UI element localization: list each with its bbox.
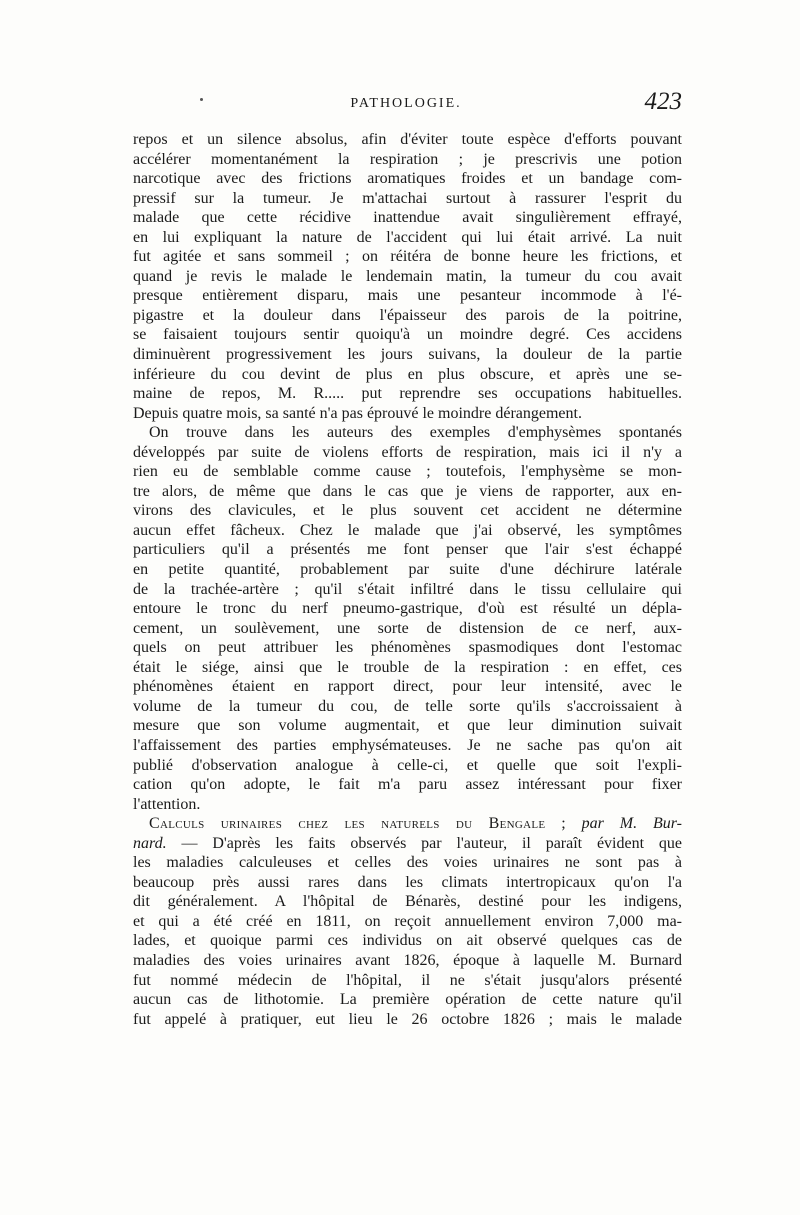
text-line: l'attention. [133,795,201,813]
text-line: diminuèrent progressivement les jours suivans, la douleur de la partie [133,346,682,364]
text-line: malade que cette récidive inattendue avait singulièrement effrayé, [133,209,682,227]
text-line: narcotique avec des frictions aromatiques froides et un bandage com- [133,170,682,188]
text-line: en petite quantité, probablement par suite d'une déchirure latérale [133,561,682,579]
text-line: phénomènes étaient en rapport direct, pour leur intensité, avec le [133,678,682,696]
text-line: fut appelé à pratiquer, eut lieu le 26 octobre 1826 ; mais le malade [133,1010,682,1028]
text-line: fut agitée et sans sommeil ; on réitéra de bonne heure les frictions, et [133,248,682,266]
text-line: lades, et quoique parmi ces individus on ait observé quelques cas de [133,932,682,950]
section-first-line [133,834,682,854]
text-line: tre alors, de même que dans le cas que je viens de rapporter, aux en- [133,482,682,500]
text-line: quels on peut attribuer les phénomènes spasmodiques dont l'estomac [133,639,682,657]
text-line: maladies des voies urinaires avant 1826, époque à laquelle M. Burnard [133,951,682,969]
text-line: et qui a été créé en 1811, on reçoit annuellement environ 7,000 ma- [133,912,682,930]
text-line: repos et un silence absolus, afin d'éviter toute espèce d'efforts pouvant [133,131,682,148]
text-line: volume de la tumeur du cou, de telle sorte qu'ils s'accroissaient à [133,697,682,715]
section-heading-line [133,814,682,834]
section-first-text: — D'après les faits observés par l'auteur, il paraît évident que [166,834,682,852]
text-line: dit généralement. A l'hôpital de Bénarès, destiné pour les indigens, [133,893,682,911]
text-line: cement, un soulèvement, une sorte de distension de ce nerf, aux- [133,619,682,637]
byline-author: par M. Bur- [581,815,682,833]
text-line: cation qu'on adopte, le fait m'a paru assez intéressant pour fixer [133,776,682,794]
text-line: accélérer momentanément la respiration ; je prescrivis une potion [133,150,682,168]
text-line: presque entièrement disparu, mais une pesanteur incommode à l'é- [133,287,682,305]
text-line: aucun effet fâcheux. Chez le malade que j'ai observé, les symptômes [133,521,682,539]
text-line: entoure le tronc du nerf pneumo-gastrique, d'où est résulté un dépla- [133,600,682,618]
text-line: rien eu de semblable comme cause ; toutefois, l'emphysème se mon- [133,463,682,481]
text-line: en lui expliquant la nature de l'accident qui lui était arrivé. La nuit [133,228,682,246]
text-line: On trouve dans les auteurs des exemples d'emphysèmes spontanés [149,424,682,442]
running-head: PATHOLOGIE. [350,96,462,111]
text-line: publié d'observation analogue à celle-ci, et quelle que soit l'expli- [133,756,682,774]
byline-separator: ; [545,815,582,833]
text-line: était le siége, ainsi que le trouble de la respiration : en effet, ces [133,658,682,676]
text-line: de la trachée-artère ; qu'il s'était infiltré dans le tissu cellulaire qui [133,580,682,598]
text-line: l'affaissement des parties emphysémateuses. Je ne sache pas qu'on ait [133,736,682,754]
text-line: se faisaient toujours sentir quoiqu'à un moindre degré. Ces accidens [133,326,682,344]
body-text [133,130,682,1029]
text-line: mesure que son volume augmentait, et que leur diminution suivait [133,717,682,735]
text-line: développés par suite de violens efforts de respiration, mais ici il n'y a [133,443,682,461]
text-line: maine de repos, M. R..... put reprendre ses occupations habituelles. [133,385,682,403]
text-line: quand je revis le malade le lendemain matin, la tumeur du cou avait [133,267,682,285]
section-title: Calculs urinaires chez les naturels du Bengale [149,815,546,833]
text-line: pressif sur la tumeur. Je m'attachai surtout à rassurer l'esprit du [133,189,682,207]
page-number: 423 [644,88,682,115]
text-line: beaucoup près aussi rares dans les climats intertropicaux qu'on l'a [133,873,682,891]
page-header [130,88,682,120]
text-line: pigastre et la douleur dans l'épaisseur des parois de la poitrine, [133,306,682,324]
text-line: Depuis quatre mois, sa santé n'a pas éprouvé le moindre dérangement. [133,404,582,422]
text-line: fut nommé médecin de l'hôpital, il ne s'était jusqu'alors présenté [133,971,682,989]
text-line: aucun cas de lithotomie. La première opération de cette nature qu'il [133,991,682,1009]
text-line: les maladies calculeuses et celles des voies urinaires ne sont pas à [133,854,682,872]
text-line: inférieure du cou devint de plus en plus obscure, et après une se- [133,365,682,383]
text-line: particuliers qu'il a présentés me font penser que l'air s'est échappé [133,541,682,559]
byline-author-end: nard. [133,834,167,852]
text-line: virons des clavicules, et le plus souvent cet accident ne détermine [133,502,682,520]
